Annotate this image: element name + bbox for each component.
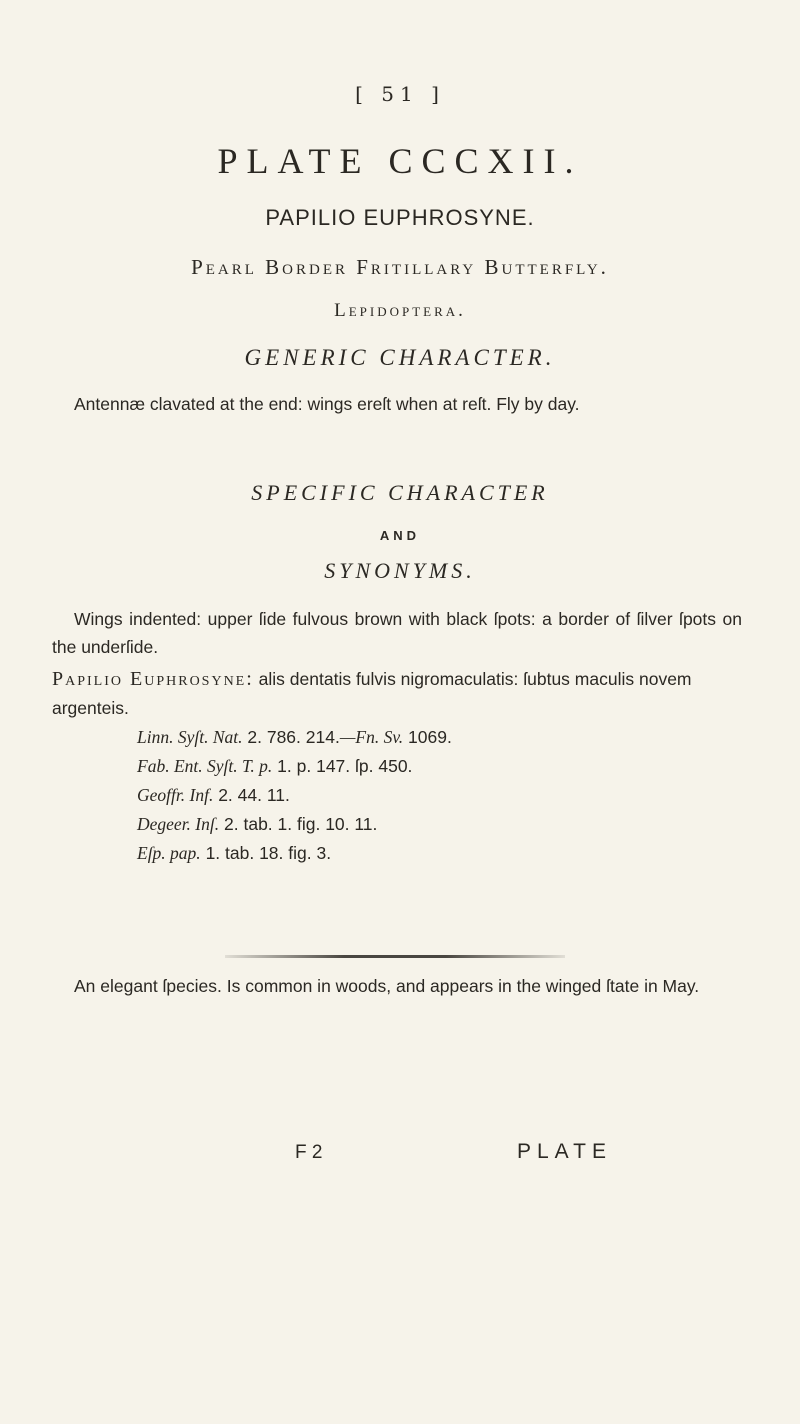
reference-detail: 1. tab. 18. fig. 3.	[205, 843, 332, 863]
signature-mark: F 2	[295, 1142, 323, 1163]
reference-line	[52, 723, 752, 752]
reference-source: Geoffr. Inf.	[137, 785, 214, 805]
reference-source: Linn. Syſt. Nat.	[137, 727, 243, 747]
generic-text: Antennæ clavated at the end: wings ereſt when at reſt. Fly by day.	[74, 394, 580, 414]
reference-detail: 1069.	[408, 727, 452, 747]
reference-source: Fab. Ent. Syſt. T. p.	[137, 756, 273, 776]
closing-text: An elegant ſpecies. Is common in woods, and appears in the winged ſtate in May.	[74, 976, 700, 996]
specific-heading: SPECIFIC CHARACTER	[251, 480, 549, 505]
synonyms-heading: SYNONYMS.	[324, 558, 476, 583]
and-label: AND	[379, 528, 421, 543]
reference-line	[52, 810, 752, 839]
section-divider	[225, 955, 565, 958]
reference-line	[52, 781, 752, 810]
reference-source: Eſp. pap.	[137, 843, 201, 863]
reference-detail: 2. 44. 11.	[218, 785, 290, 805]
reference-detail: 1. p. 147. ſp. 450.	[277, 756, 413, 776]
reference-source: —Fn. Sv.	[339, 727, 404, 747]
plate-title: PLATE CCCXII.	[217, 141, 583, 181]
reference-detail: 2. 786. 214.	[247, 727, 340, 747]
reference-line	[52, 839, 752, 868]
synonyms-block	[52, 665, 752, 868]
reference-source: Degeer. Inſ.	[137, 814, 220, 834]
order-name: Lepidoptera.	[334, 300, 466, 321]
reference-detail: 2. tab. 1. fig. 10. 11.	[224, 814, 378, 834]
specific-text: Wings indented: upper ſide fulvous brown with black ſpots: a border of ſilver ſpots on the underſide.	[52, 609, 742, 657]
page-number: [ 51 ]	[355, 82, 445, 106]
species-name: PAPILIO EUPHROSYNE.	[265, 205, 535, 230]
reference-line	[52, 752, 752, 781]
synonym-name: Papilio Euphrosyne:	[52, 668, 254, 690]
catchword: PLATE	[517, 1140, 612, 1163]
synonym-entry	[52, 665, 752, 723]
synonym-description: alis dentatis fulvis nigromaculatis: ſubtus maculis novem argenteis.	[52, 669, 692, 718]
generic-heading: GENERIC CHARACTER.	[244, 345, 556, 370]
common-name: Pearl Border Fritillary Butterfly.	[191, 255, 609, 279]
